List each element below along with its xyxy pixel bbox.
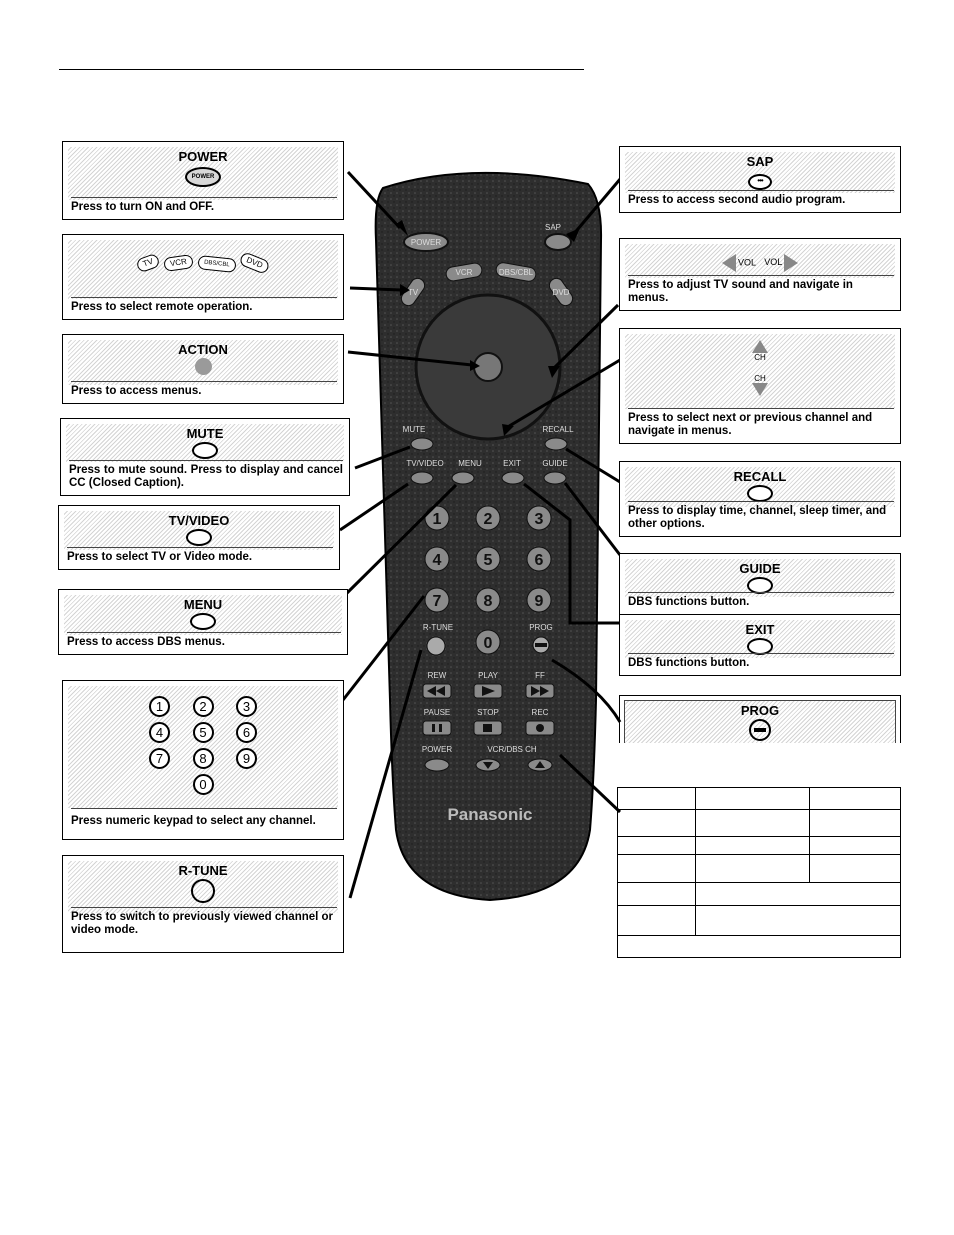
- guide-title: GUIDE: [739, 561, 781, 576]
- svg-text:MENU: MENU: [458, 459, 482, 468]
- key-7-icon: 7: [149, 748, 170, 769]
- table-cell: [696, 883, 901, 906]
- svg-text:EXIT: EXIT: [503, 459, 521, 468]
- tvvideo-box: [58, 505, 340, 570]
- svg-text:7: 7: [432, 593, 442, 610]
- rtune-desc: Press to switch to previously viewed channel or video mode.: [71, 907, 337, 947]
- mute-button-icon: [192, 442, 218, 459]
- svg-text:3: 3: [534, 511, 544, 528]
- key-6-icon: 6: [236, 722, 257, 743]
- table-cell: [618, 936, 901, 958]
- power-title: POWER: [178, 149, 228, 164]
- table-cell: [810, 788, 901, 810]
- svg-text:TV/VIDEO: TV/VIDEO: [406, 459, 444, 468]
- svg-text:POWER: POWER: [421, 745, 453, 754]
- ch-up-icon: [752, 340, 768, 353]
- rtune-box: [62, 855, 344, 953]
- key-1-icon: 1: [149, 696, 170, 717]
- vol-left-label: VOL: [738, 257, 756, 268]
- table-cell: [696, 810, 810, 837]
- action-desc: Press to access menus.: [71, 381, 337, 398]
- mode-pill-dbs: DBS/CBL: [197, 255, 236, 273]
- power-box: [62, 141, 344, 220]
- prog-box: [619, 695, 901, 743]
- vol-desc: Press to adjust TV sound and navigate in menus.: [628, 275, 894, 305]
- ch-down-label: CH: [754, 374, 766, 383]
- svg-text:FF: FF: [535, 671, 545, 680]
- remote-brand: Panasonic: [447, 805, 533, 824]
- svg-text:VCR: VCR: [455, 268, 473, 277]
- table-cell: [696, 906, 901, 936]
- exit-title: EXIT: [745, 622, 775, 637]
- action-box: [62, 334, 344, 404]
- rtune-button-icon: [191, 879, 215, 903]
- exit-desc: DBS functions button.: [628, 653, 894, 670]
- svg-text:6: 6: [534, 552, 544, 569]
- ch-up-label: CH: [754, 353, 766, 362]
- ch-desc: Press to select next or previous channel and navigate in menus.: [628, 408, 894, 438]
- prog-button-icon: [749, 719, 771, 741]
- mode-box: [62, 234, 344, 320]
- sap-title: SAP: [746, 154, 774, 169]
- key-8-icon: 8: [193, 748, 214, 769]
- guide-desc: DBS functions button.: [628, 592, 894, 609]
- vol-right-label: VOL: [764, 257, 782, 268]
- svg-text:REC: REC: [531, 708, 549, 717]
- mute-box: [60, 418, 350, 496]
- table-cell: [810, 837, 901, 855]
- table-cell: [618, 855, 696, 883]
- menu-desc: Press to access DBS menus.: [67, 632, 341, 649]
- table-cell: [618, 883, 696, 906]
- sap-desc: Press to access second audio program.: [628, 190, 894, 207]
- table-cell: [696, 855, 810, 883]
- remote-power-label: POWER: [410, 238, 442, 247]
- table-cell: [810, 810, 901, 837]
- svg-text:1: 1: [432, 511, 442, 528]
- svg-text:5: 5: [483, 552, 493, 569]
- power-desc: Press to turn ON and OFF.: [71, 197, 337, 214]
- svg-text:RECALL: RECALL: [542, 425, 574, 434]
- remote-sap-label: SAP: [544, 223, 562, 232]
- function-table: [617, 787, 901, 958]
- recall-button-icon: [747, 485, 773, 502]
- table-cell: [618, 837, 696, 855]
- power-button-icon: POWER: [185, 167, 221, 187]
- mode-desc: Press to select remote operation.: [71, 297, 337, 314]
- mode-pill-dvd: DVD: [238, 251, 270, 275]
- sap-box: [619, 146, 901, 213]
- mode-pill-vcr: VCR: [163, 254, 194, 272]
- tvvideo-button-icon: [186, 529, 212, 546]
- svg-text:4: 4: [432, 552, 442, 569]
- key-2-icon: 2: [193, 696, 214, 717]
- recall-desc: Press to display time, channel, sleep timer, and other options.: [628, 501, 894, 531]
- svg-text:2: 2: [483, 511, 493, 528]
- menu-box: [58, 589, 348, 655]
- mute-title: MUTE: [186, 426, 224, 441]
- svg-text:PROG: PROG: [529, 623, 553, 632]
- recall-title: RECALL: [733, 469, 787, 484]
- svg-text:TV: TV: [407, 288, 419, 297]
- table-cell: [618, 906, 696, 936]
- svg-text:VCR/DBS CH: VCR/DBS CH: [487, 745, 537, 754]
- sap-button-icon: •••: [748, 174, 772, 190]
- key-4-icon: 4: [149, 722, 170, 743]
- table-cell: [618, 810, 696, 837]
- svg-text:REW: REW: [427, 671, 447, 680]
- vol-right-icon: [784, 254, 798, 272]
- svg-text:PAUSE: PAUSE: [423, 708, 451, 717]
- action-title: ACTION: [178, 342, 228, 357]
- key-5-icon: 5: [193, 722, 214, 743]
- svg-text:0: 0: [483, 635, 493, 652]
- tvvideo-desc: Press to select TV or Video mode.: [67, 547, 333, 564]
- svg-text:DVD: DVD: [552, 288, 570, 297]
- table-cell: [618, 788, 696, 810]
- key-9-icon: 9: [236, 748, 257, 769]
- guide-box: [619, 553, 901, 615]
- table-cell: [696, 837, 810, 855]
- vol-left-icon: [722, 254, 736, 272]
- table-cell: [696, 788, 810, 810]
- table-cell: [810, 855, 901, 883]
- key-3-icon: 3: [236, 696, 257, 717]
- key-0-icon: 0: [193, 774, 214, 795]
- ch-box: [619, 328, 901, 444]
- svg-text:STOP: STOP: [477, 708, 499, 717]
- mute-desc: Press to mute sound. Press to display and cancel CC (Closed Caption).: [69, 460, 343, 490]
- action-button-icon: [195, 358, 212, 375]
- svg-text:9: 9: [534, 593, 544, 610]
- prog-title: PROG: [740, 703, 780, 718]
- svg-text:8: 8: [483, 593, 493, 610]
- keypad-box: [62, 680, 344, 840]
- vol-box: [619, 238, 901, 311]
- menu-button-icon: [190, 613, 216, 630]
- svg-text:R-TUNE: R-TUNE: [422, 623, 454, 632]
- mode-pill-tv: TV: [136, 253, 162, 274]
- tvvideo-title: TV/VIDEO: [168, 513, 230, 528]
- exit-box: [619, 614, 901, 676]
- ch-down-icon: [752, 383, 768, 396]
- rtune-title: R-TUNE: [178, 863, 228, 878]
- keypad-desc: Press numeric keypad to select any channel.: [71, 808, 337, 834]
- menu-title: MENU: [183, 597, 223, 612]
- svg-text:DBS/CBL: DBS/CBL: [498, 268, 534, 277]
- svg-text:MUTE: MUTE: [402, 425, 426, 434]
- recall-box: [619, 461, 901, 537]
- svg-text:PLAY: PLAY: [478, 671, 498, 680]
- svg-text:GUIDE: GUIDE: [542, 459, 568, 468]
